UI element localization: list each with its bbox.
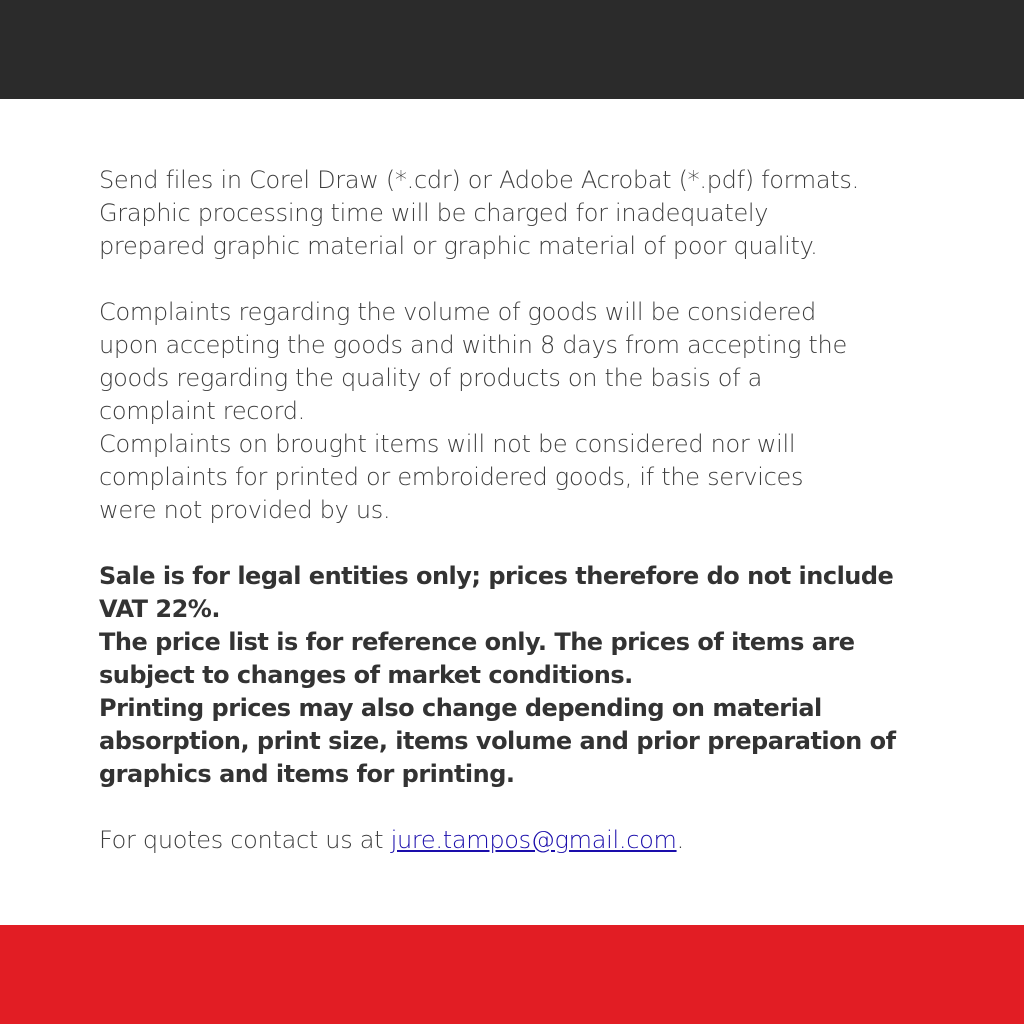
text-line: The price list is for reference only. The prices of items are (99, 628, 855, 656)
top-header-bar (0, 0, 1024, 99)
paragraph-spacer (99, 263, 939, 296)
text-line: complaint record. (99, 397, 305, 425)
contact-prefix: For quotes contact us at (99, 826, 391, 854)
paragraph-spacer (99, 791, 939, 824)
text-line: Send files in Corel Draw (*.cdr) or Adobe Acrobat (*.pdf) formats. (99, 166, 859, 194)
email-link[interactable]: jure.tampos@gmail.com (390, 826, 677, 854)
contact-paragraph (99, 824, 939, 857)
text-line: upon accepting the goods and within 8 days from accepting the (99, 331, 847, 359)
text-line: goods regarding the quality of products on the basis of a (99, 364, 763, 392)
contact-suffix: . (676, 826, 684, 854)
text-line: Complaints regarding the volume of goods will be considered (99, 298, 816, 326)
text-line: graphics and items for printing. (99, 760, 515, 788)
text-line: were not provided by us. (99, 496, 391, 524)
text-line: Printing prices may also change depending on material (99, 694, 822, 722)
text-line: absorption, print size, items volume and prior preparation of (99, 727, 896, 755)
text-line: prepared graphic material or graphic material of poor quality. (99, 232, 818, 260)
text-line: subject to changes of market conditions. (99, 661, 633, 689)
text-line: Sale is for legal entities only; prices therefore do not include (99, 562, 894, 590)
notice-content (99, 164, 939, 857)
text-line: Complaints on brought items will not be considered nor will (99, 430, 796, 458)
bottom-footer-bar (0, 925, 1024, 1024)
file-format-paragraph (99, 164, 939, 263)
terms-paragraph (99, 560, 939, 791)
text-line: VAT 22%. (99, 595, 220, 623)
paragraph-spacer (99, 527, 939, 560)
complaints-paragraph (99, 296, 939, 527)
text-line: Graphic processing time will be charged for inadequately (99, 199, 769, 227)
text-line: complaints for printed or embroidered goods, if the services (99, 463, 804, 491)
